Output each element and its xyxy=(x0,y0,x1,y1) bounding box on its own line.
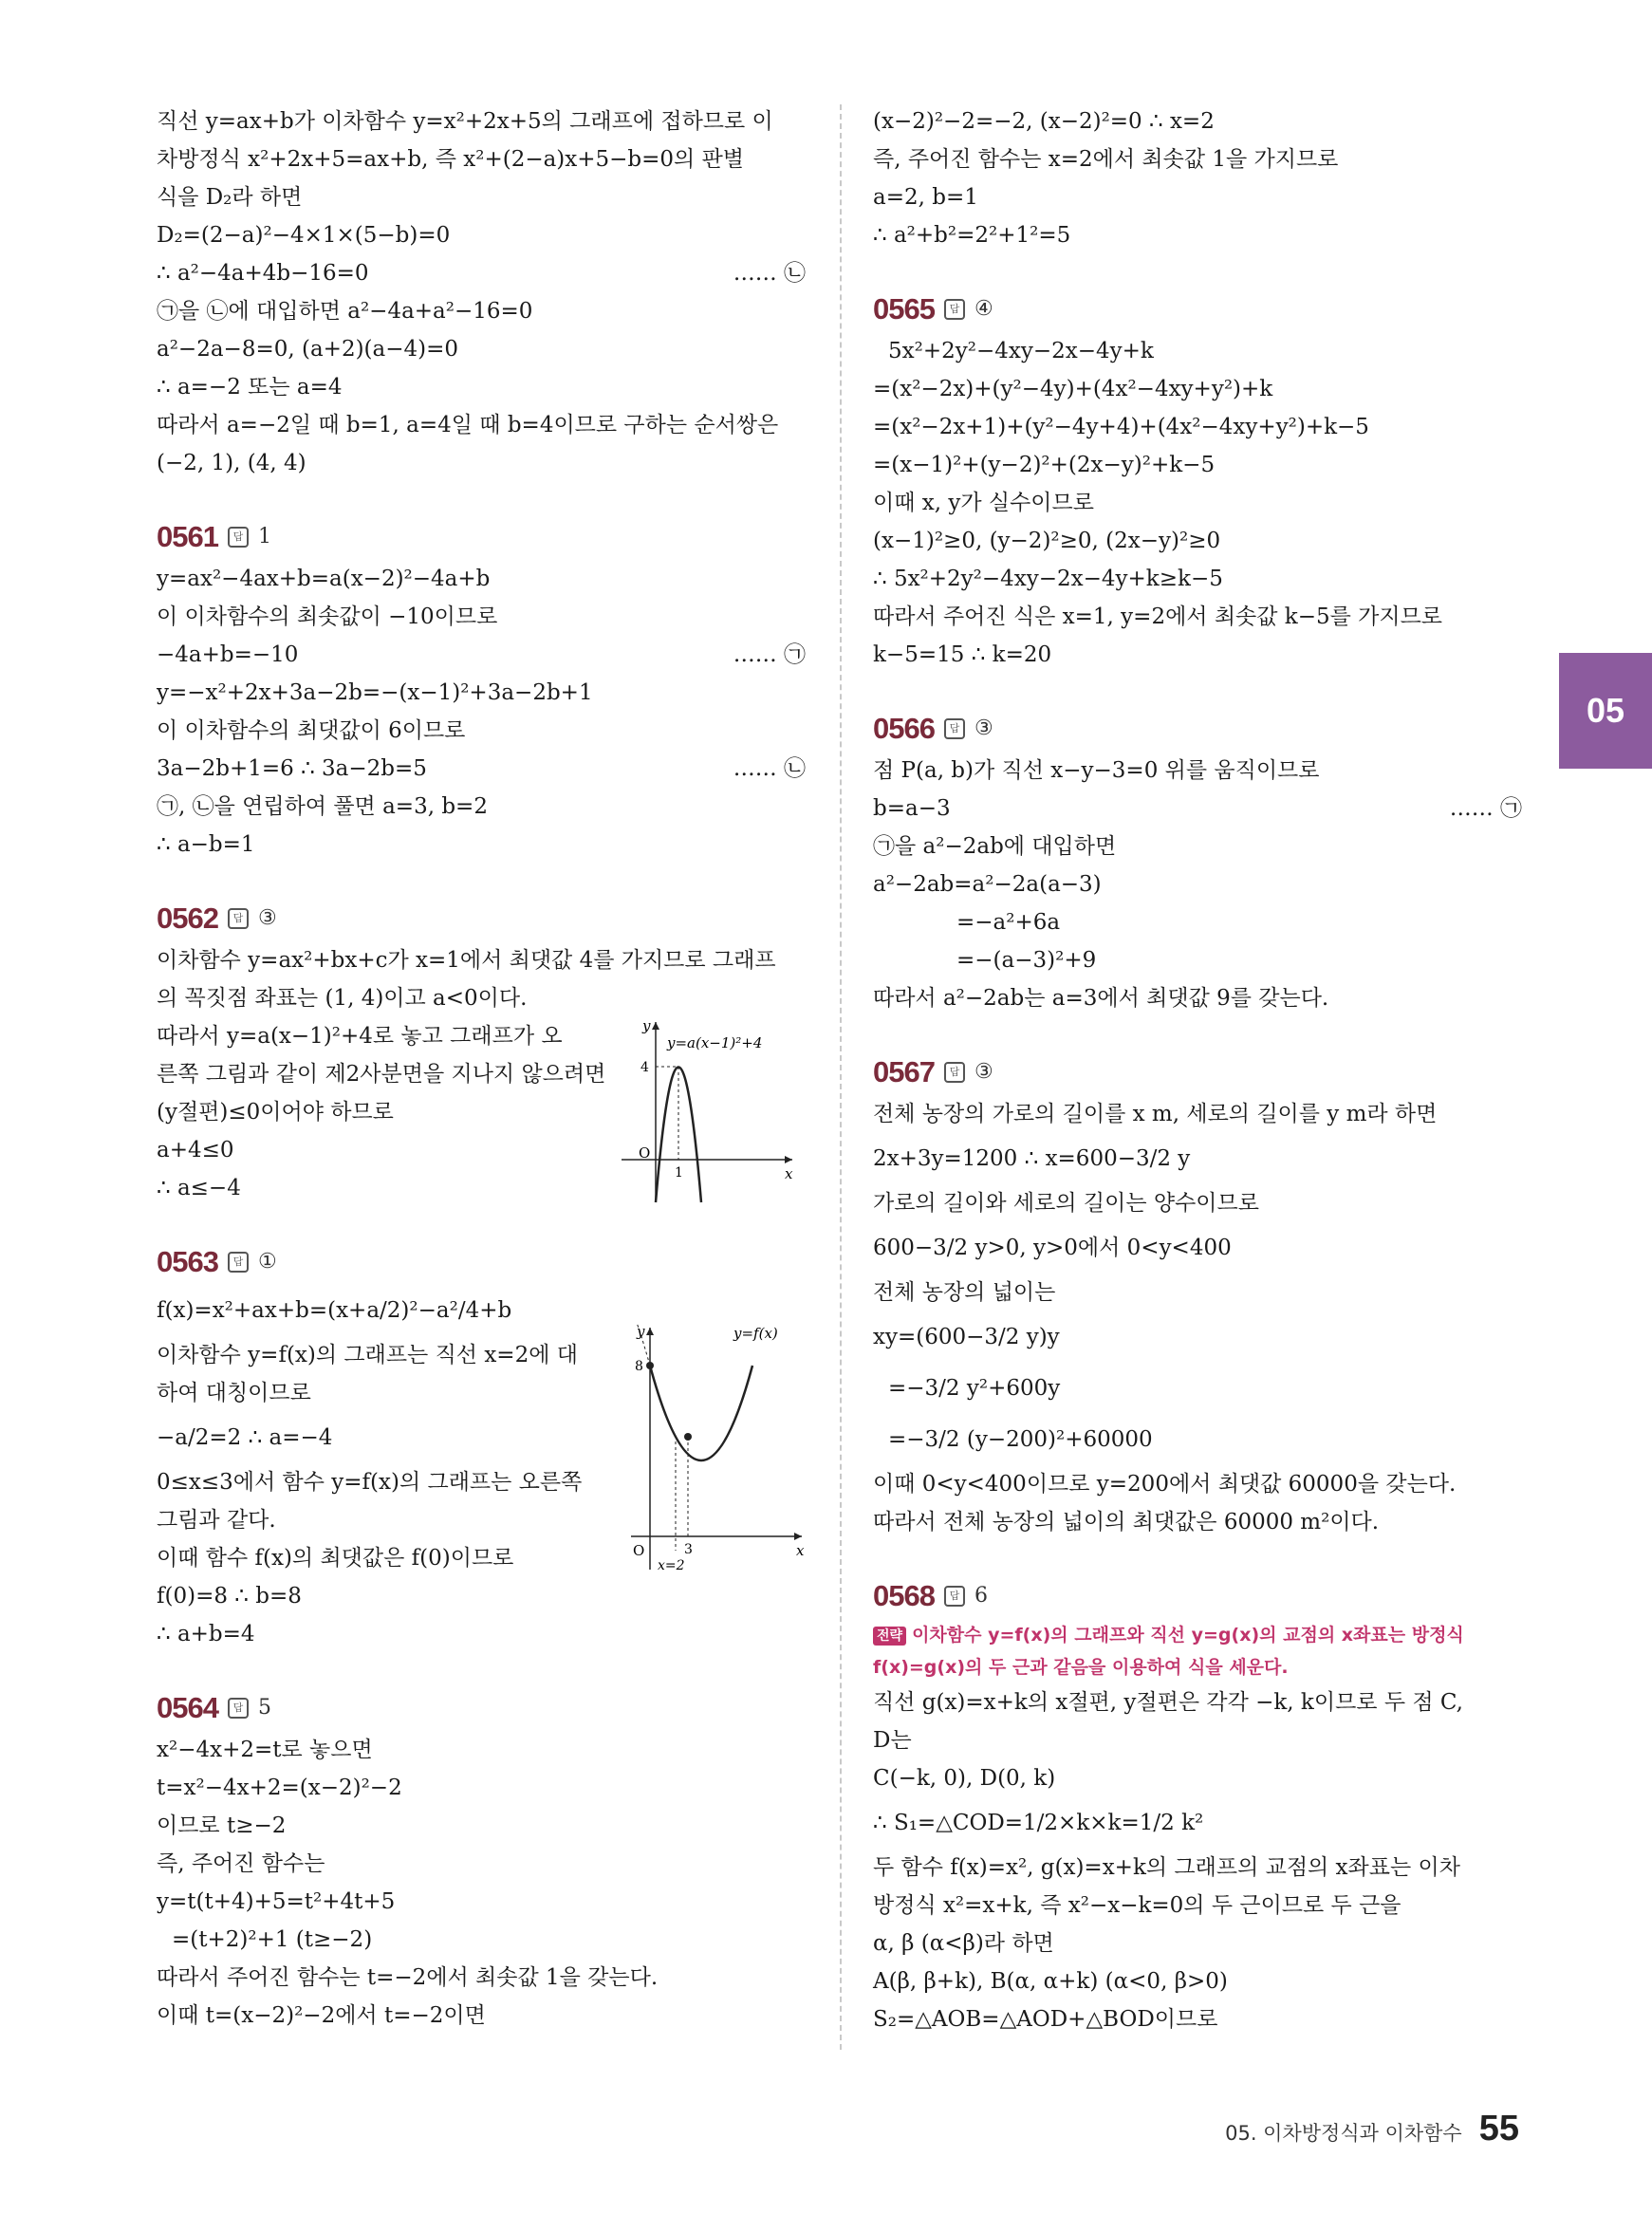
solution-0561 xyxy=(157,560,811,864)
line-text: 600−3/2 y>0, y>0에서 0<y<400 xyxy=(873,1236,1232,1260)
solution-line xyxy=(157,750,811,788)
solution-line xyxy=(157,826,811,864)
solution-line xyxy=(157,292,811,330)
equation-tag: …… ㉠ xyxy=(733,642,806,667)
problem-number: 0564 xyxy=(157,1691,218,1724)
origin-label: O xyxy=(633,1542,645,1559)
solution-line xyxy=(873,102,1528,140)
answer-icon: 답 xyxy=(944,718,965,739)
line-text: ∴ a=−2 또는 a=4 xyxy=(157,375,343,400)
line-text: 른쪽 그림과 같이 제2사분면을 지나지 않으려면 xyxy=(157,1062,606,1087)
answer-icon: 답 xyxy=(228,1698,249,1719)
answer-icon: 답 xyxy=(944,1586,965,1607)
line-text: 방정식 x²=x+k, 즉 x²−x−k=0의 두 근이므로 두 근을 xyxy=(873,1893,1401,1918)
solution-line xyxy=(157,1883,811,1921)
line-text: 이차함수 y=ax²+bx+c가 x=1에서 최댓값 4를 가지므로 그래프 xyxy=(157,948,776,973)
problem-number: 0567 xyxy=(873,1055,935,1088)
solution-line xyxy=(873,752,1528,790)
solution-line xyxy=(873,140,1528,178)
solution-line xyxy=(873,1887,1528,1925)
line-text: 이때 x, y가 실수이므로 xyxy=(873,491,1094,515)
solution-line xyxy=(873,1133,1528,1184)
solution-line xyxy=(157,444,811,482)
problem-header-0568 xyxy=(873,1573,1528,1619)
equation-tag: …… ㉡ xyxy=(733,756,806,781)
solution-line xyxy=(873,1414,1528,1465)
line-text: ∴ a²+b²=2²+1²=5 xyxy=(873,223,1071,248)
solution-line xyxy=(873,1465,1528,1503)
parabola-graph-0563 xyxy=(622,1323,811,1579)
line-text: ∴ S₁=△COD=1/2×k×k=1/2 k² xyxy=(873,1811,1204,1835)
footer-chapter-title: 05. 이차방정식과 이차함수 xyxy=(1225,2122,1462,2145)
equation-tag: …… ㉡ xyxy=(733,261,806,286)
problem-header-0563 xyxy=(157,1239,811,1285)
hint-line: f(x)=g(x)의 두 근과 같음을 이용하여 식을 세운다. xyxy=(873,1657,1289,1678)
line-text: 즉, 주어진 함수는 x=2에서 최솟값 1을 가지므로 xyxy=(873,147,1339,172)
line-text: −a/2=2 ∴ a=−4 xyxy=(157,1425,333,1450)
page-number: 55 xyxy=(1478,2109,1519,2148)
solution-line xyxy=(873,1503,1528,1541)
solution-line xyxy=(157,330,811,368)
curve-label: y=a(x−1)²+4 xyxy=(667,1034,763,1051)
line-text: 그림과 같다. xyxy=(157,1508,276,1533)
tick-x-label: 3 xyxy=(684,1542,693,1557)
line-text: 따라서 y=a(x−1)²+4로 놓고 그래프가 오 xyxy=(157,1024,563,1049)
line-text: =(x²−2x)+(y²−4y)+(4x²−4xy+y²)+k xyxy=(873,377,1273,401)
problem-number: 0566 xyxy=(873,712,935,745)
solution-line xyxy=(157,1997,811,2035)
solution-line xyxy=(157,1615,811,1653)
symmetry-axis-label: x=2 xyxy=(658,1558,685,1573)
line-text: a²−2a−8=0, (a+2)(a−4)=0 xyxy=(157,337,459,362)
solution-line xyxy=(157,254,811,292)
solution-line xyxy=(873,370,1528,408)
line-text: (y절편)≤0이어야 하므로 xyxy=(157,1100,394,1125)
problem-answer: ① xyxy=(257,1250,277,1274)
x-axis-label: x xyxy=(796,1542,805,1559)
line-text: a=2, b=1 xyxy=(873,185,978,210)
solution-line xyxy=(873,408,1528,446)
solution-line xyxy=(157,598,811,636)
problem-header-0564 xyxy=(157,1685,811,1731)
problem-answer: ③ xyxy=(974,716,993,740)
solution-0567 xyxy=(873,1095,1528,1541)
solution-0565 xyxy=(873,332,1528,674)
hint-line xyxy=(873,1619,1528,1651)
line-text: α, β (α<β)라 하면 xyxy=(873,1931,1054,1956)
tick-y-label: 4 xyxy=(640,1060,649,1075)
line-text: 이때 0<y<400이므로 y=200에서 최댓값 60000을 갖는다. xyxy=(873,1472,1457,1497)
line-text: a+4≤0 xyxy=(157,1138,234,1162)
hint-label: 전략 xyxy=(873,1627,906,1646)
solution-line xyxy=(157,674,811,712)
line-text: ∴ a−b=1 xyxy=(157,832,255,857)
answer-icon: 답 xyxy=(228,527,249,548)
line-text: S₂=△AOB=△AOD+△BOD이므로 xyxy=(873,2007,1218,2032)
line-text: =−a²+6a xyxy=(956,910,1061,935)
solution-0563 xyxy=(157,1285,811,1653)
page-footer xyxy=(1225,2109,1519,2149)
line-text: ∴ a²−4a+4b−16=0 xyxy=(157,261,369,286)
problem-answer: ④ xyxy=(974,297,993,321)
line-text: k−5=15 ∴ k=20 xyxy=(873,642,1052,667)
chapter-tab[interactable]: 05 xyxy=(1559,653,1652,769)
line-text: D₂=(2−a)²−4×1×(5−b)=0 xyxy=(157,223,451,248)
line-text: t=x²−4x+2=(x−2)²−2 xyxy=(157,1776,402,1800)
origin-label: O xyxy=(639,1144,651,1162)
curve-label: y=f(x) xyxy=(733,1325,778,1342)
problem-number: 0563 xyxy=(157,1245,218,1278)
problem-header-0565 xyxy=(873,287,1528,332)
problem-header-0561 xyxy=(157,514,811,560)
line-text: ∴ a+b=4 xyxy=(157,1622,255,1646)
x-axis-label: x xyxy=(785,1165,793,1182)
problem-answer: 5 xyxy=(257,1696,271,1720)
solution-line xyxy=(157,941,811,979)
line-text: ㉠을 a²−2ab에 대입하면 xyxy=(873,834,1117,859)
line-text: =(x²−2x+1)+(y²−4y+4)+(4x²−4xy+y²)+k−5 xyxy=(873,415,1369,439)
line-text: x²−4x+2=t로 놓으면 xyxy=(157,1738,373,1762)
solution-line xyxy=(873,979,1528,1017)
problem-header-0567 xyxy=(873,1050,1528,1095)
solution-line xyxy=(873,903,1528,941)
solution-line xyxy=(873,1925,1528,1962)
solution-line xyxy=(157,788,811,826)
intro-solution xyxy=(157,102,811,482)
line-text: 전체 농장의 가로의 길이를 x m, 세로의 길이를 y m라 하면 xyxy=(873,1102,1438,1126)
line-text: =(x−1)²+(y−2)²+(2x−y)²+k−5 xyxy=(873,453,1216,477)
solution-line xyxy=(873,1797,1528,1849)
solution-line xyxy=(873,484,1528,522)
line-text: ㉠을 ㉡에 대입하면 a²−4a+a²−16=0 xyxy=(157,299,533,324)
line-text: f(x)=x²+ax+b=(x+a/2)²−a²/4+b xyxy=(157,1298,512,1323)
solution-0564 xyxy=(157,1731,811,2035)
line-text: 이차함수 y=f(x)의 그래프는 직선 x=2에 대 xyxy=(157,1343,578,1367)
line-text: y=ax²−4ax+b=a(x−2)²−4a+b xyxy=(157,567,491,591)
line-text: C(−k, 0), D(0, k) xyxy=(873,1766,1056,1791)
line-text: a²−2ab=a²−2a(a−3) xyxy=(873,872,1102,897)
solution-line xyxy=(873,1962,1528,2000)
line-text: 5x²+2y²−4xy−2x−4y+k xyxy=(888,339,1154,363)
problem-header-0566 xyxy=(873,706,1528,752)
solution-line xyxy=(873,1683,1528,1721)
answer-icon: 답 xyxy=(228,1252,249,1273)
answer-icon: 답 xyxy=(228,908,249,929)
solution-line xyxy=(157,1731,811,1769)
solution-line xyxy=(157,636,811,674)
line-text: D는 xyxy=(873,1728,912,1753)
line-text: 이 이차함수의 최댓값이 6이므로 xyxy=(157,718,466,743)
solution-line xyxy=(157,216,811,254)
solution-line xyxy=(157,1959,811,1997)
line-text: 2x+3y=1200 ∴ x=600−3/2 y xyxy=(873,1146,1191,1171)
column-divider xyxy=(840,104,842,2050)
solution-0568 xyxy=(873,1683,1528,2038)
line-text: 이 이차함수의 최솟값이 −10이므로 xyxy=(157,604,498,629)
line-text: 즉, 주어진 함수는 xyxy=(157,1851,325,1876)
line-text: 이때 함수 f(x)의 최댓값은 f(0)이므로 xyxy=(157,1546,514,1571)
line-text: 두 함수 f(x)=x², g(x)=x+k의 그래프의 교점의 x좌표는 이차 xyxy=(873,1855,1460,1880)
solution-line xyxy=(873,598,1528,636)
line-text: −4a+b=−10 xyxy=(157,642,299,667)
line-text: (x−2)²−2=−2, (x−2)²=0 ∴ x=2 xyxy=(873,109,1215,134)
y-axis-label: y xyxy=(637,1323,645,1340)
problem-number: 0565 xyxy=(873,292,935,325)
line-text: 3a−2b+1=6 ∴ 3a−2b=5 xyxy=(157,756,427,781)
line-text: 직선 y=ax+b가 이차함수 y=x²+2x+5의 그래프에 접하므로 이 xyxy=(157,109,773,134)
tick-y-label: 8 xyxy=(635,1359,643,1374)
line-text: =−(a−3)²+9 xyxy=(956,948,1097,973)
solution-line xyxy=(873,1222,1528,1274)
line-text: 점 P(a, b)가 직선 x−y−3=0 위를 움직이므로 xyxy=(873,758,1320,783)
problem-header-0562 xyxy=(157,896,811,941)
solution-line xyxy=(157,1845,811,1883)
solution-line xyxy=(873,216,1528,254)
line-text: =−3/2 (y−200)²+60000 xyxy=(888,1427,1153,1452)
solution-line xyxy=(873,446,1528,484)
solution-0562 xyxy=(157,941,811,1207)
solution-line xyxy=(873,560,1528,598)
solution-line xyxy=(157,1921,811,1959)
line-text: 따라서 a²−2ab는 a=3에서 최댓값 9를 갖는다. xyxy=(873,986,1329,1011)
problem-number: 0568 xyxy=(873,1579,935,1612)
right-column xyxy=(873,102,1528,2038)
solution-line xyxy=(873,828,1528,865)
line-text: ∴ a≤−4 xyxy=(157,1176,241,1200)
solution-line xyxy=(157,140,811,178)
solution-line xyxy=(157,979,811,1017)
line-text: 따라서 주어진 식은 x=1, y=2에서 최솟값 k−5를 가지므로 xyxy=(873,604,1443,629)
solution-line xyxy=(873,1849,1528,1887)
equation-tag: …… ㉠ xyxy=(1449,796,1522,821)
solution-line xyxy=(873,1184,1528,1222)
solution-line xyxy=(873,2000,1528,2038)
solution-line xyxy=(157,368,811,406)
solution-line xyxy=(873,1759,1528,1797)
solution-line xyxy=(157,406,811,444)
problem-number: 0562 xyxy=(157,902,218,935)
line-text: 0≤x≤3에서 함수 y=f(x)의 그래프는 오른쪽 xyxy=(157,1470,583,1495)
line-text: 차방정식 x²+2x+5=ax+b, 즉 x²+(2−a)x+5−b=0의 판별 xyxy=(157,147,745,172)
line-text: 이므로 t≥−2 xyxy=(157,1813,287,1838)
line-text: (−2, 1), (4, 4) xyxy=(157,451,306,475)
line-text: A(β, β+k), B(α, α+k) (α<0, β>0) xyxy=(873,1969,1228,1994)
solution-line xyxy=(873,522,1528,560)
line-text: 따라서 a=−2일 때 b=1, a=4일 때 b=4이므로 구하는 순서쌍은 xyxy=(157,413,779,437)
solution-line xyxy=(873,1274,1528,1311)
line-text: 따라서 주어진 함수는 t=−2에서 최솟값 1을 갖는다. xyxy=(157,1965,659,1990)
solution-line xyxy=(873,636,1528,674)
line-text: 하여 대칭이므로 xyxy=(157,1381,311,1405)
solution-line xyxy=(873,790,1528,828)
problem-answer: 6 xyxy=(974,1584,988,1608)
y-axis-label: y xyxy=(642,1017,651,1034)
solution-line xyxy=(157,178,811,216)
solution-line xyxy=(157,102,811,140)
hint-text: 이차함수 y=f(x)의 그래프와 직선 y=g(x)의 교점의 x좌표는 방정식 xyxy=(912,1625,1464,1646)
line-text: f(0)=8 ∴ b=8 xyxy=(157,1584,302,1609)
line-text: 전체 농장의 넓이는 xyxy=(873,1280,1056,1305)
solution-line xyxy=(873,1363,1528,1414)
line-text: b=a−3 xyxy=(873,796,951,821)
left-column xyxy=(157,102,811,2035)
line-text: 가로의 길이와 세로의 길이는 양수이므로 xyxy=(873,1191,1259,1216)
intro-solution-continued xyxy=(873,102,1528,254)
solution-line xyxy=(873,1311,1528,1363)
answer-icon: 답 xyxy=(944,299,965,320)
solution-line xyxy=(873,1721,1528,1759)
solution-line xyxy=(157,560,811,598)
line-text: y=−x²+2x+3a−2b=−(x−1)²+3a−2b+1 xyxy=(157,680,593,705)
solution-line xyxy=(157,1807,811,1845)
line-text: =−3/2 y²+600y xyxy=(888,1376,1061,1401)
parabola-graph-0562 xyxy=(622,1017,802,1207)
problem-answer: ③ xyxy=(257,906,277,930)
solution-line xyxy=(873,1095,1528,1133)
line-text: 이때 t=(x−2)²−2에서 t=−2이면 xyxy=(157,2003,486,2028)
problem-answer: ③ xyxy=(974,1060,993,1084)
strategy-hint xyxy=(873,1619,1528,1683)
solution-line xyxy=(157,1769,811,1807)
line-text: 따라서 전체 농장의 넓이의 최댓값은 60000 m²이다. xyxy=(873,1510,1380,1534)
solution-line xyxy=(157,712,811,750)
line-text: (x−1)²≥0, (y−2)²≥0, (2x−y)²≥0 xyxy=(873,529,1221,553)
solution-line xyxy=(873,332,1528,370)
problem-answer: 1 xyxy=(257,525,271,549)
line-text: y=t(t+4)+5=t²+4t+5 xyxy=(157,1889,396,1914)
line-text: 직선 g(x)=x+k의 x절편, y절편은 각각 −k, k이므로 두 점 C, xyxy=(873,1690,1463,1715)
answer-icon: 답 xyxy=(944,1062,965,1083)
tick-x-label: 1 xyxy=(675,1165,683,1181)
solution-line xyxy=(873,178,1528,216)
solution-line xyxy=(157,1577,811,1615)
line-text: ㉠, ㉡을 연립하여 풀면 a=3, b=2 xyxy=(157,794,488,819)
problem-number: 0561 xyxy=(157,520,218,553)
solution-line xyxy=(873,941,1528,979)
solution-line xyxy=(873,865,1528,903)
line-text: ∴ 5x²+2y²−4xy−2x−4y+k≥k−5 xyxy=(873,567,1223,591)
line-text: =(t+2)²+1 (t≥−2) xyxy=(172,1927,373,1952)
solution-0566 xyxy=(873,752,1528,1017)
line-text: xy=(600−3/2 y)y xyxy=(873,1325,1060,1349)
line-text: 식을 D₂라 하면 xyxy=(157,185,303,210)
line-text: 의 꼭짓점 좌표는 (1, 4)이고 a<0이다. xyxy=(157,986,528,1011)
